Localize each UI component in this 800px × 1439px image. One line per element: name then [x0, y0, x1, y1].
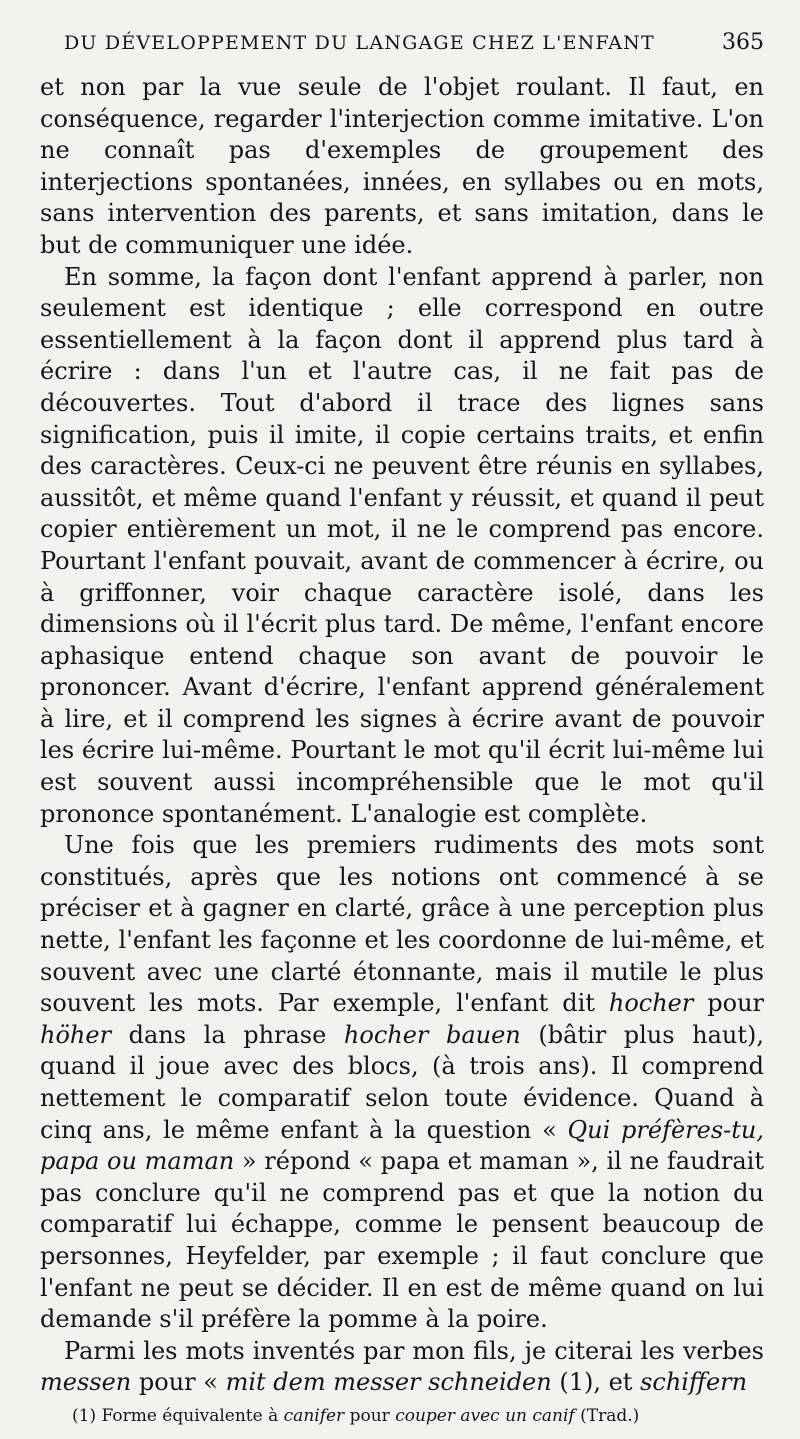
- main-text: [40, 72, 764, 1399]
- text-run: Parmi les mots inventés par mon fils, je citerai les verbes: [64, 1336, 764, 1365]
- text-run: (Trad.): [574, 1406, 640, 1426]
- paragraph: [40, 830, 764, 1336]
- italic-text-run: hocher bauen: [343, 1020, 521, 1049]
- text-run: Une fois que les premiers rudiments des mots sont constitués, après que les notions ont commencé à se préciser et à gagner en clarté, grâce à une perception plus nette, l'enfant les façonne et les coordonne de lui-même, et souvent avec une clarté étonnante, mais il mutile le plus souvent les mots. Par exemple, l'enfant dit: [40, 831, 764, 1018]
- text-run: (1), et: [551, 1368, 641, 1397]
- text-run: En somme, la façon dont l'enfant apprend à parler, non seulement est identique ; elle correspond en outre essentiellement à la façon dont il apprend plus tard à écrire : dans l'un et l'autre cas, il ne fait pas de découvertes. Tout d'abord il trace des lignes sans signification, puis il imite, il copie certains traits, et enfin des caractères. Ceux-ci ne peuvent être réunis en syllabes, aussitôt, et même quand l'enfant y réussit, et quand il peut copier entièrement un mot, il ne le comprend pas encore. Pourtant l'enfant pouvait, avant de commencer à écrire, ou à griffonner, voir chaque caractère isolé, dans les dimensions où il l'écrit plus tard. De même, l'enfant encore aphasique entend chaque son avant de pouvoir le prononcer. Avant d'écrire, l'enfant apprend généralement à lire, et il comprend les signes à écrire avant de pouvoir les écrire lui-même. Pourtant le mot qu'il écrit lui-même lui est souvent aussi incompréhensible que le mot qu'il prononce spontanément. L'analogie est complète.: [40, 262, 764, 828]
- page-number: 365: [722, 30, 764, 55]
- footnote: [72, 1405, 639, 1427]
- text-run: dans la phrase: [111, 1020, 344, 1049]
- paragraph: [40, 72, 764, 262]
- italic-text-run: höher: [40, 1020, 112, 1049]
- text-run: » répond « papa et maman », il ne faudrait pas conclure qu'il ne comprend pas et que la notion du comparatif lui échappe, comme le pensent beaucoup de personnes, Heyfelder, par exemple ; il faut conclure que l'enfant ne peut se décider. Il en est de même quand on lui demande s'il préfère la pomme à la poire.: [40, 1147, 764, 1334]
- running-title: DU DÉVELOPPEMENT DU LANGAGE CHEZ L'ENFANT: [64, 32, 655, 54]
- italic-text-run: mit dem messer schneiden: [225, 1368, 552, 1397]
- text-run: et non par la vue seule de l'objet roulant. Il faut, en conséquence, regarder l'interjection comme imitative. L'on ne connaît pas d'exemples de groupement des interjections spontanées, innées, en syllabes ou en mots, sans intervention des parents, et sans imitation, dans le but de communiquer une idée.: [40, 73, 764, 259]
- italic-text-run: canifer: [283, 1406, 345, 1426]
- text-run: pour: [693, 989, 765, 1018]
- italic-text-run: schiffern: [640, 1368, 748, 1397]
- paragraph: [40, 1336, 764, 1399]
- text-run: (bâtir plus haut), quand il joue avec des blocs, (à trois ans). Il comprend nettement le comparatif selon toute évidence. Quand à cinq ans, le même enfant à la question «: [40, 1020, 764, 1144]
- running-header: [40, 30, 764, 72]
- italic-text-run: hocher: [608, 989, 694, 1018]
- text-run: pour: [344, 1406, 396, 1426]
- italic-text-run: messen: [40, 1368, 132, 1397]
- paragraph: [40, 262, 764, 831]
- italic-text-run: couper avec un canif: [395, 1406, 575, 1426]
- text-run: pour «: [131, 1368, 226, 1397]
- italic-text-run: Qui préfères-tu, papa ou maman: [40, 1115, 764, 1176]
- text-run: (1) Forme équivalente à: [72, 1406, 284, 1426]
